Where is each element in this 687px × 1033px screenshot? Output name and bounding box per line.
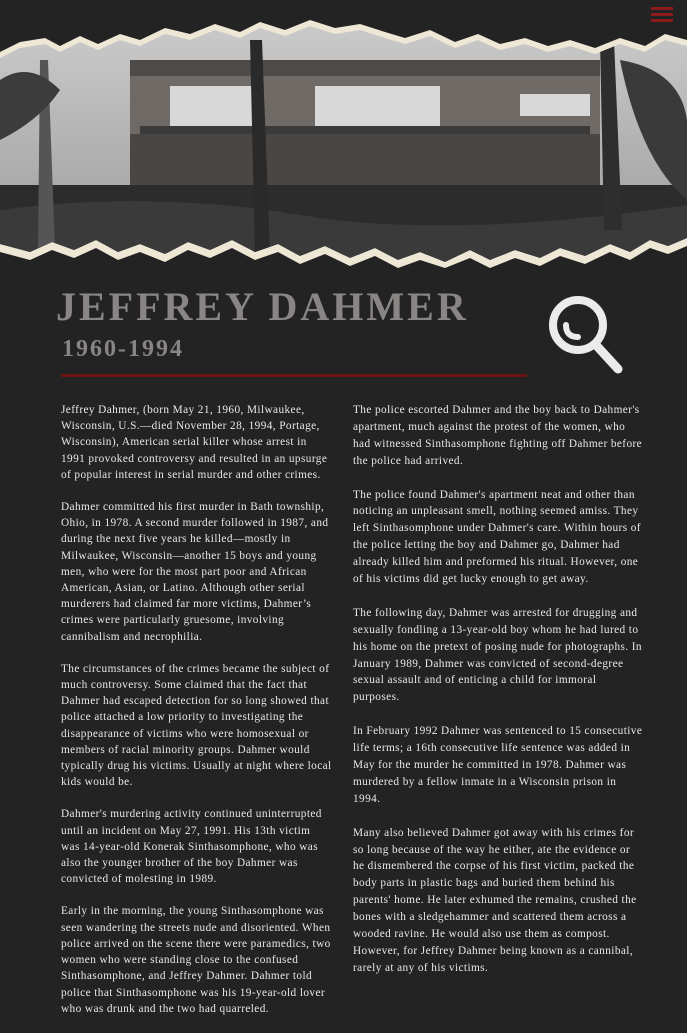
paragraph: The circumstances of the crimes became the subject of much controversy. Some claimed that the fact that Dahmer had escaped detection for so long showed that police attached a low priority to investigating the disappearance of victims who were homosexual or members of racial minority groups. Dahmer would typically drug his victims. Usually at night where local kids would be. <box>61 662 332 789</box>
search-icon[interactable] <box>546 287 624 377</box>
paragraph: The police escorted Dahmer and the boy back to Dahmer's apartment, much against the protest of the women, who had witnessed Sinthasomphone fighting off Dahmer before the police had arrived. <box>353 404 643 467</box>
paragraph: Many also believed Dahmer got away with his crimes for so long because of the way he either, ate the evidence or he dismembered the corpse of his first victim, packed the body parts in plastic bags and buried them behind his parents' home. He later exhumed the remains, crushed the bones with a sledgehammer and scattered them across a wooded ravine. He would also use them as compost. However, for Jeffrey Dahmer being known as a cannibal, rarely at any of his victims. <box>353 826 637 974</box>
life-years: 1960-1994 <box>62 336 184 362</box>
paragraph: The police found Dahmer's apartment neat and other than noticing an unpleasant smell, nothing seemed amiss. They left Sinthasomphone under Dahmer's care. Within hours of the police letting the boy and Dahmer go, Dahmer had already killed him and preformed his ritual. However, one of his victims did get lucky enough to get away. <box>353 488 641 586</box>
paragraph: Dahmer's murdering activity continued uninterrupted until an incident on May 27, 1991. His 13th victim was 14-year-old Konerak Sinthasomphone, who was also the younger brother of the boy Dahmer was convicted of molesting in 1989. <box>61 808 322 886</box>
article-column-right <box>353 402 643 994</box>
page-title: JEFFREY DAHMER <box>56 284 469 329</box>
paragraph: The following day, Dahmer was arrested for drugging and sexually fondling a 13-year-old boy whom he had lured to his home on the pretext of posing nude for photographs. In January 1989, Dahmer was convicted of second-degree sexual assault and of enticing a child for immoral purposes. <box>353 606 642 704</box>
paragraph: Early in the morning, the young Sinthasomphone was seen wandering the streets nude and disoriented. When police arrived on the scene there were paramedics, two women who were standing close to the confused Sinthasomphone, and Jeffrey Dahmer. Dahmer told police that Sinthasomphone was his 19-year-old lover who was drunk and the two had quarreled. <box>61 905 331 1015</box>
article-column-left <box>61 402 332 1033</box>
hero-image <box>0 0 687 268</box>
title-divider <box>61 374 527 377</box>
paragraph: In February 1992 Dahmer was sentenced to 15 consecutive life terms; a 16th consecutive life sentence was added in May for the murder he committed in 1978. Dahmer was murdered by a fellow inmate in a Wisconsin prison in 1994. <box>353 725 643 805</box>
paragraph: Jeffrey Dahmer, (born May 21, 1960, Milwaukee, Wisconsin, U.S.—died November 28, 1994, Portage, Wisconsin), American serial killer whose arrest in 1991 provoked controversy and resulted in an upsurge of popular interest in serial murder and other crimes. <box>61 404 328 481</box>
paragraph: Dahmer committed his first murder in Bath township, Ohio, in 1978. A second murder followed in 1987, and during the next five years he killed—mostly in Milwaukee, Wisconsin—another 15 boys and young men, who were for the most part poor and African American, Asian, or Latino. Although other serial murderers had claimed far more victims, Dahmer’s crimes were particularly gruesome, involving cannibalism and necrophilia. <box>61 501 329 643</box>
